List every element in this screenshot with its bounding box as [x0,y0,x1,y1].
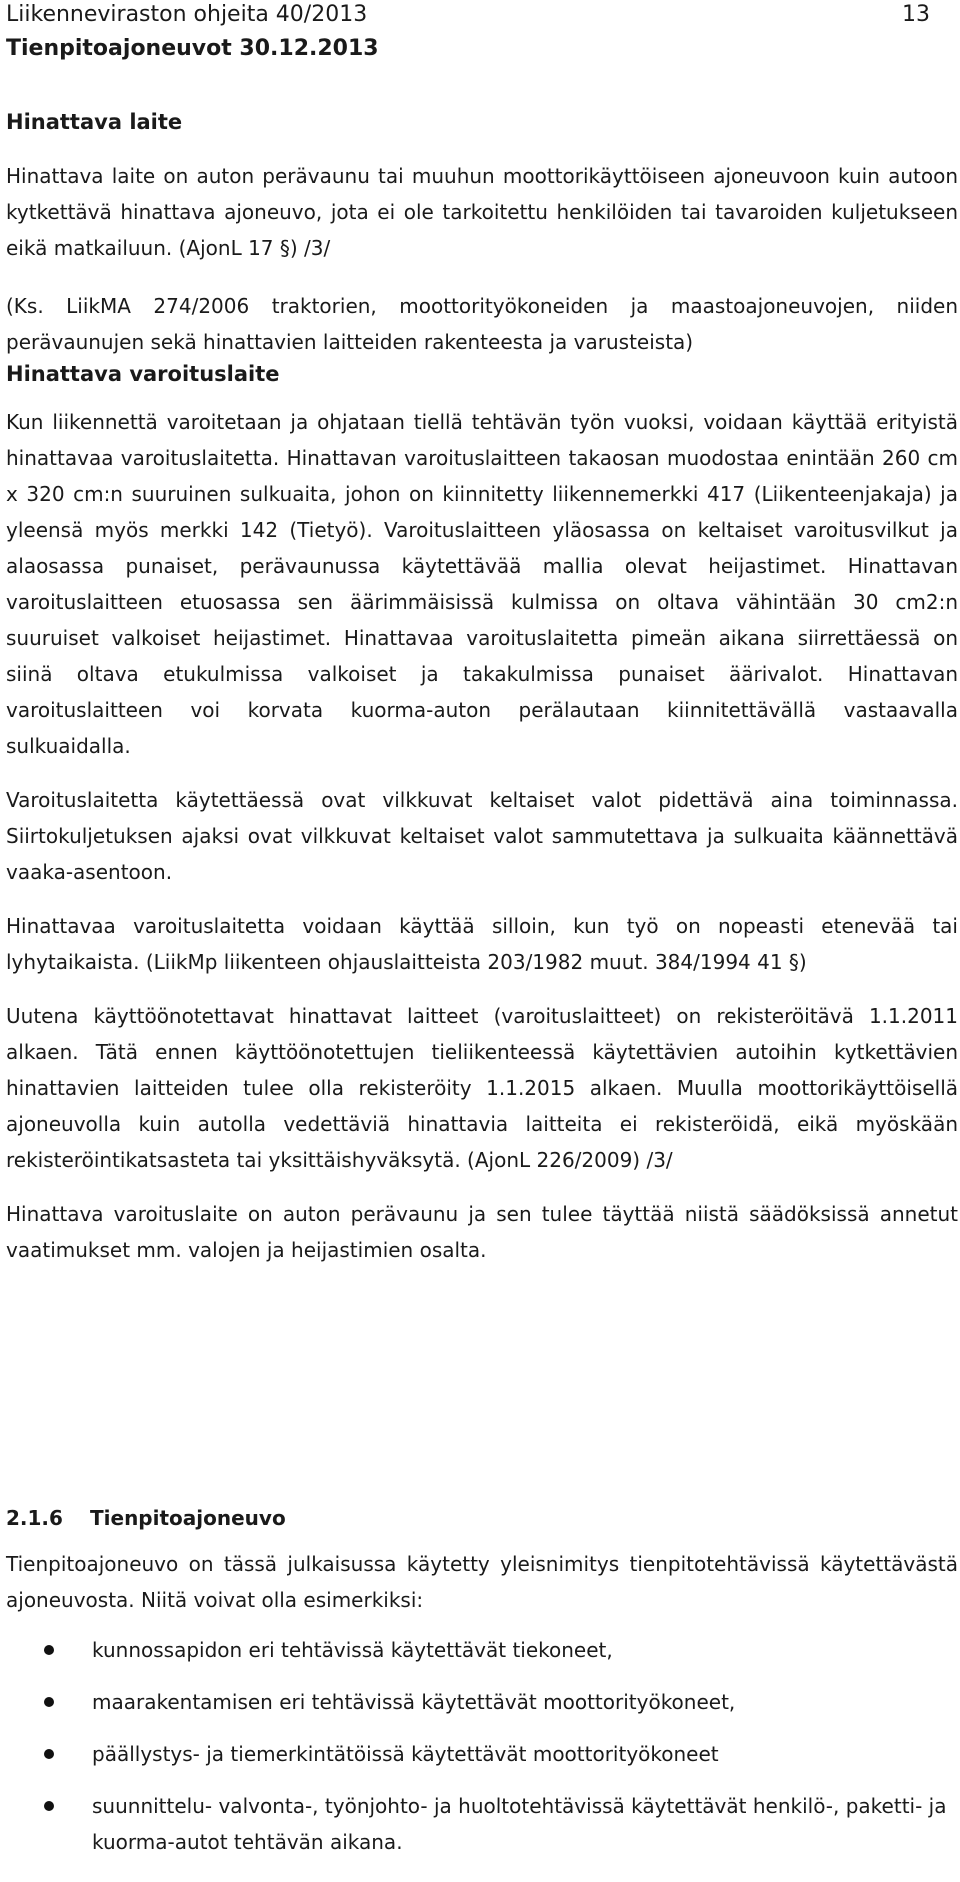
bullet-icon [44,1645,54,1655]
paragraph: Hinattava varoituslaite on auton perävaunu ja sen tulee täyttää niistä säädöksissä annetut vaatimukset mm. valojen ja heijastimien osalta. [6,1202,958,1262]
publication-series: Liikenneviraston ohjeita 40/2013 [6,2,368,27]
list-item: kunnossapidon eri tehtävissä käytettävät tiekoneet, [6,1632,958,1668]
paragraph: Tienpitoajoneuvo on tässä julkaisussa käytetty yleisnimitys tienpitotehtävissä käytettävästä ajoneuvosta. Niitä voivat olla esimerkiksi: [6,1552,958,1612]
bullet-icon [44,1749,54,1759]
paragraph: (Ks. LiikMA 274/2006 traktorien, moottorityökoneiden ja maastoajoneuvojen, niiden perävaunujen sekä hinattavien laitteiden rakenteesta ja varusteista) [6,294,958,354]
paragraph: Varoituslaitetta käytettäessä ovat vilkkuvat keltaiset valot pidettävä aina toiminnassa. Siirtokuljetuksen ajaksi ovat vilkkuvat keltaiset valot sammutettava ja sulkuaita käännettävä vaaka-asentoon. [6,788,958,884]
list-item: maarakentamisen eri tehtävissä käytettävät moottorityökoneet, [6,1684,958,1720]
bullet-list [6,1632,958,1860]
publication-title: Tienpitoajoneuvot 30.12.2013 [6,36,379,61]
page-number: 13 [902,2,930,27]
section-hinattava-laite [6,104,958,360]
bullet-icon [44,1697,54,1707]
paragraph: Hinattavaa varoituslaitetta voidaan käyttää silloin, kun työ on nopeasti etenevää tai lyhytaikaista. (LiikMp liikenteen ohjauslaitteista 203/1982 muut. 384/1994 41 §) [6,914,958,974]
section-title: Tienpitoajoneuvo [90,1506,286,1530]
paragraph: Uutena käyttöönotettavat hinattavat laitteet (varoituslaitteet) on rekisteröitävä 1.1.2011 alkaen. Tätä ennen käyttöönotettujen tieliikenteessä käytettävien autoihin kytkettävien hinattavien laitteiden tulee olla rekisteröity 1.1.2015 alkaen. Muulla moottorikäyttöisellä ajoneuvolla kuin autolla vedettäviä hinattavia laitteita ei rekisteröidä, eikä myöskään rekisteröintikatsasteta tai yksittäishyväksytä. (AjonL 226/2009) /3/ [6,1004,958,1172]
bullet-icon [44,1801,54,1811]
section-number: 2.1.6 [6,1506,63,1530]
section-tienpitoajoneuvo [6,1500,958,1860]
list-item: päällystys- ja tiemerkintätöissä käytettävät moottorityökoneet [6,1736,958,1772]
paragraph: Kun liikennettä varoitetaan ja ohjataan tiellä tehtävän työn vuoksi, voidaan käyttää erityistä hinattavaa varoituslaitetta. Hinattavan varoituslaitteen takaosan muodostaa enintään 260 cm x 320 cm:n suuruinen sulkuaita, johon on kiinnitetty liikennemerkki 417 (Liikenteenjakaja) ja yleensä myös merkki 142 (Tietyö). Varoituslaitteen yläosassa on keltaiset varoitusvilkut ja alaosassa punaiset, perävaunussa käytettävää mallia olevat heijastimet. Hinattavan varoituslaitteen etuosassa sen äärimmäisissä kulmissa on oltava vähintään 30 cm2:n suuruiset valkoiset heijastimet. Hinattavaa varoituslaitetta pimeän aikana siirrettäessä on siinä oltava etukulmissa valkoiset ja takakulmissa punaiset äärivalot. Hinattavan varoituslaitteen voi korvata kuorma-auton perälautaan kiinnitettävällä vastaavalla sulkuaidalla. [6,410,958,758]
section-varoituslaite [6,356,958,1268]
list-item: suunnittelu- valvonta-, työnjohto- ja huoltotehtävissä käytettävät henkilö-, paketti- ja kuorma-autot tehtävän aikana. [6,1788,958,1860]
section-heading [6,1500,958,1536]
section-heading: Hinattava laite [6,110,183,134]
paragraph: Hinattava laite on auton perävaunu tai muuhun moottorikäyttöiseen ajoneuvoon kuin autoon kytkettävä hinattava ajoneuvo, jota ei ole tarkoitettu henkilöiden tai tavaroiden kuljetukseen eikä matkailuun. (AjonL 17 §) /3/ [6,164,958,260]
section-heading: Hinattava varoituslaite [6,362,280,386]
